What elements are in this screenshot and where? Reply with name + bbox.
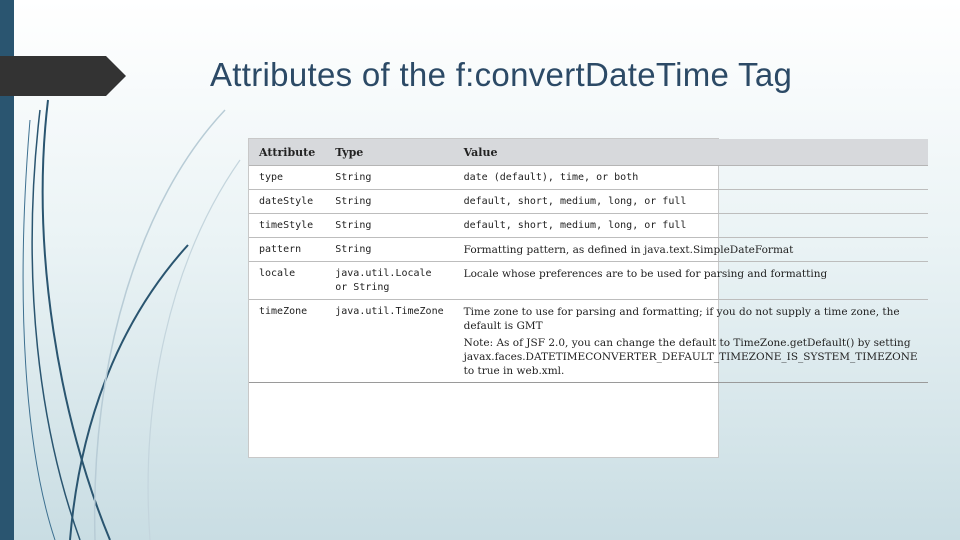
cell-type: java.util.Locale or String bbox=[325, 262, 453, 300]
cell-value: Time zone to use for parsing and formatting; if you do not supply a time zone, the default is GMT bbox=[463, 306, 900, 332]
table-row bbox=[249, 300, 928, 383]
attributes-table bbox=[248, 138, 918, 458]
page-title: Attributes of the f:convertDateTime Tag bbox=[210, 56, 793, 93]
cell-value: Locale whose preferences are to be used for parsing and formatting bbox=[454, 262, 928, 300]
cell-type: String bbox=[325, 214, 453, 238]
table-row bbox=[249, 238, 928, 262]
title-arrow-icon bbox=[0, 56, 126, 96]
cell-value: Formatting pattern, as defined in java.text.SimpleDateFormat bbox=[454, 238, 928, 262]
table-row bbox=[249, 262, 928, 300]
cell-type: java.util.TimeZone bbox=[325, 300, 453, 383]
cell-type: String bbox=[325, 166, 453, 190]
cell-value-group bbox=[454, 300, 928, 383]
cell-attribute: locale bbox=[249, 262, 325, 300]
cell-type: String bbox=[325, 238, 453, 262]
header-value: Value bbox=[454, 139, 928, 166]
header-attribute: Attribute bbox=[249, 139, 325, 166]
cell-attribute: timeStyle bbox=[249, 214, 325, 238]
cell-value: default, short, medium, long, or full bbox=[454, 190, 928, 214]
cell-attribute: timeZone bbox=[249, 300, 325, 383]
cell-attribute: type bbox=[249, 166, 325, 190]
table-row bbox=[249, 214, 928, 238]
cell-value: default, short, medium, long, or full bbox=[454, 214, 928, 238]
table-row bbox=[249, 166, 928, 190]
cell-attribute: pattern bbox=[249, 238, 325, 262]
cell-attribute: dateStyle bbox=[249, 190, 325, 214]
table-header-row bbox=[249, 139, 928, 166]
cell-type: String bbox=[325, 190, 453, 214]
cell-note: Note: As of JSF 2.0, you can change the default to TimeZone.getDefault() by setting javax.faces.DATETIMECONVERTER_DEFAULT_TIMEZONE_IS_SYSTEM_TIMEZONE to true in web.xml. bbox=[463, 337, 918, 377]
cell-value: date (default), time, or both bbox=[454, 166, 928, 190]
table-row bbox=[249, 190, 928, 214]
header-type: Type bbox=[325, 139, 453, 166]
